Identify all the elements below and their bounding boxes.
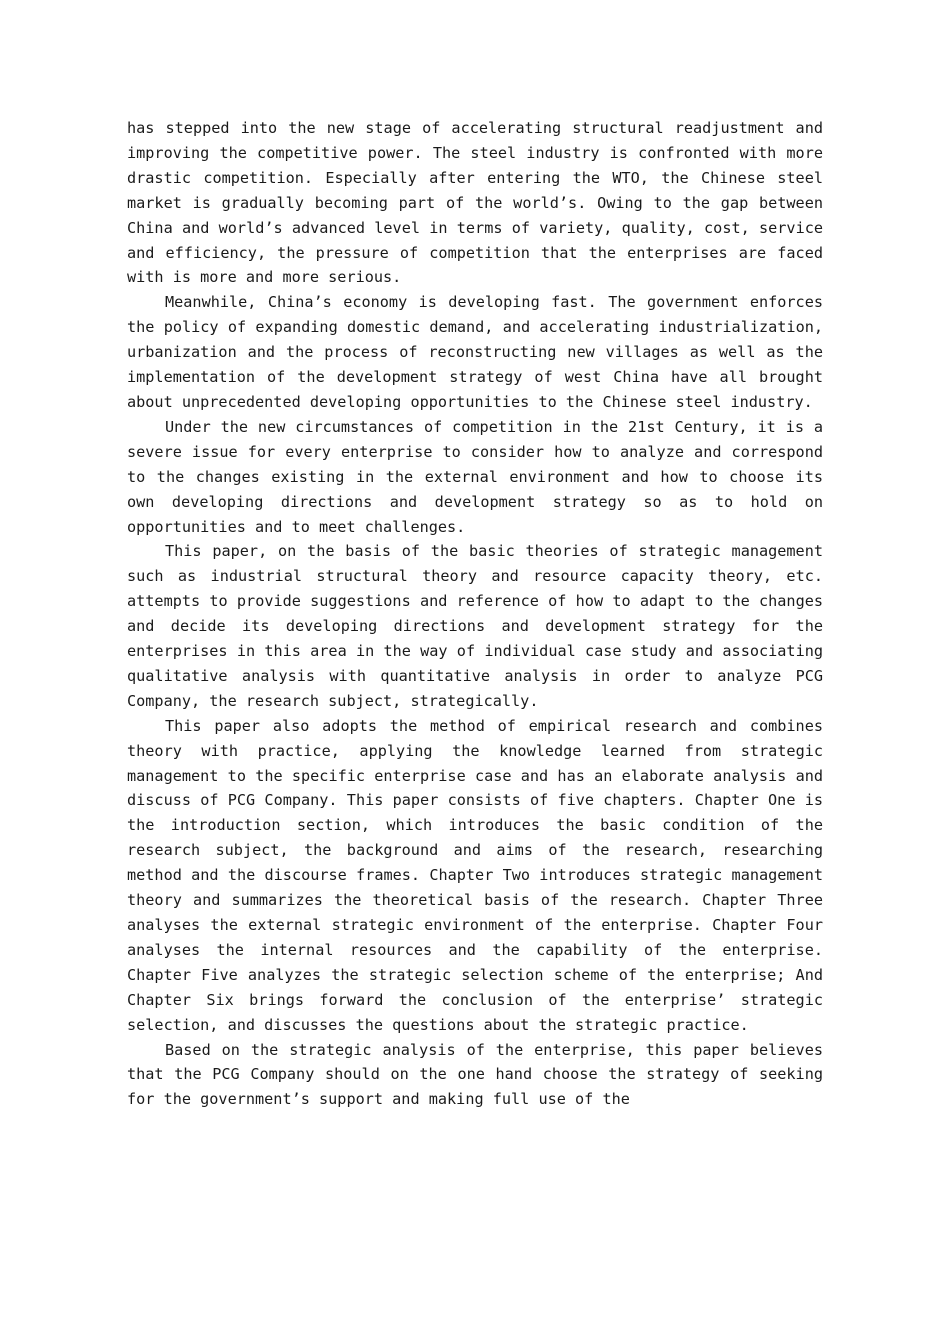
paragraph-6: Based on the strategic analysis of the enterprise, this paper believes that the PCG Company should on the one hand choose the strategy of seeking for the government’s support and making full use of the xyxy=(127,1040,823,1109)
paragraph-1: has stepped into the new stage of accelerating structural readjustment and improving the competitive power. The steel industry is confronted with more drastic competition. Especially after entering the WTO, the Chinese steel market is gradually becoming part of the world’s. Owing to the gap between China and world’s advanced level in terms of variety, quality, cost, service and efficiency, the pressure of competition that the enterprises are faced with is more and more serious. xyxy=(127,119,823,287)
paragraph-2: Meanwhile, China’s economy is developing fast. The government enforces the policy of expanding domestic demand, and accelerating industrialization, urbanization and the process of reconstructing new villages as well as the implementation of the development strategy of west China have all brought about unprecedented developing opportunities to the Chinese steel industry. xyxy=(127,293,823,411)
document-body xyxy=(127,116,823,1112)
paragraph-3: Under the new circumstances of competition in the 21st Century, it is a severe issue for every enterprise to consider how to analyze and correspond to the changes existing in the external environment and how to choose its own developing directions and development strategy so as to hold on opportunities and to meet challenges. xyxy=(127,417,823,536)
paragraph-5: This paper also adopts the method of empirical research and combines theory with practice, applying the knowledge learned from strategic management to the specific enterprise case and has an elaborate analysis and discuss of PCG Company. This paper consists of five chapters. Chapter One is the introduction section, which introduces the basic condition of the research subject, the background and aims of the research, researching method and the discourse frames. Chapter Two introduces strategic management theory and summarizes the theoretical basis of the research. Chapter Three analyses the external strategic environment of the enterprise. Chapter Four analyses the internal resources and the capability of the enterprise. Chapter Five analyzes the strategic selection scheme of the enterprise; And Chapter Six brings forward the conclusion of the enterprise’ strategic selection, and discusses the questions about the strategic practice. xyxy=(127,716,823,1034)
paragraph-4: This paper, on the basis of the basic theories of strategic management such as industrial structural theory and resource capacity theory, etc. attempts to provide suggestions and reference of how to adapt to the changes and decide its developing directions and development strategy for the enterprises in this area in the way of individual case study and associating qualitative analysis with quantitative analysis in order to analyze PCG Company, the research subject, strategically. xyxy=(127,542,823,710)
